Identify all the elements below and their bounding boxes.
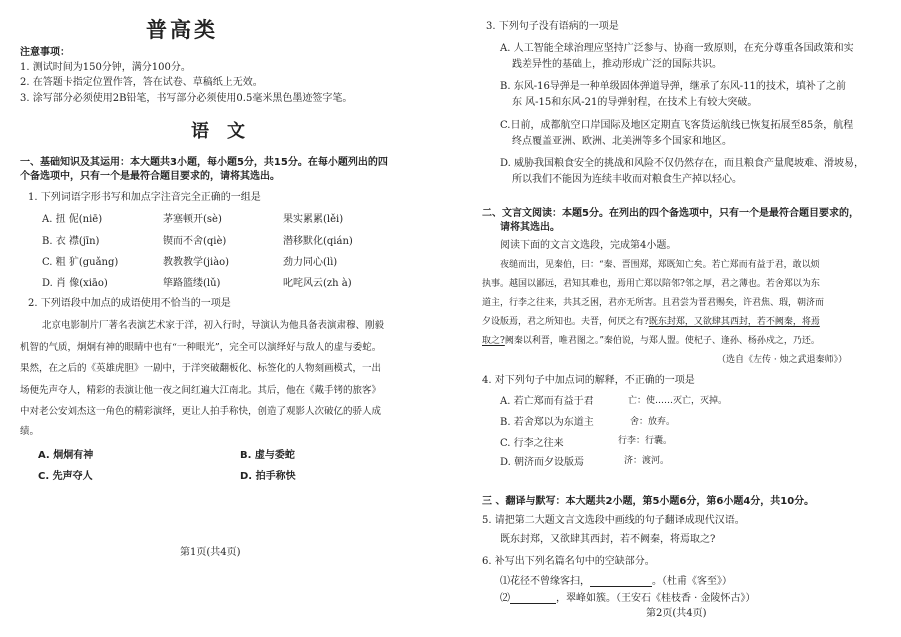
q6-item2-num: ⑵: [500, 593, 510, 604]
q4-stem: 4. 对下列句子中加点词的解释，不正确的一项是: [482, 375, 695, 386]
q6-item1: [500, 572, 732, 587]
q1-option-a: A. 扭 伲(niē): [42, 214, 103, 225]
notice-1: 1. 测试时间为150分钟，满分100分。: [20, 62, 191, 73]
q2-option-c: C. 先声夺人: [38, 471, 93, 482]
q1-option-c-3: 劲力同心(lì): [283, 257, 338, 268]
q1-option-d-2: 筚路篮缕(lǔ): [163, 278, 221, 289]
section1-heading-line1: 一、基础知识及其运用：本大题共3小题，每小题5分，共15分。在每小题列出的四: [20, 157, 388, 168]
q1-option-c-2: 教教教学(jiào): [163, 257, 230, 268]
q3-option-b: B. 东风-16导弹是一种单级固体弹道导弹，继承了东风-11的技术，填补了之前: [500, 81, 846, 92]
q3-option-c-cont: 终点覆盖亚洲、欧洲、北美洲等多个国家和地区。: [512, 136, 732, 147]
q4-option-b-gloss: 舍：放弃。: [630, 417, 676, 427]
q1-option-a-2: 茅塞顿开(sè): [163, 214, 222, 225]
q6-blank-2[interactable]: [510, 593, 556, 604]
q2-passage-line2: 机智的气质，炯炯有神的眼睛中也有“一种眼光”，完全可以演绎好与敌人的虚与委蛇。: [20, 342, 382, 353]
q2-passage-line4: 场便先声夺人，精彩的表演让他一夜之间红遍大江南北。其后，他在《戴手铐的旅客》: [20, 385, 382, 396]
q6-item1-source: 。（杜甫《客至》）: [652, 576, 732, 587]
q1-option-b: B. 衣 襟(jīn): [42, 236, 100, 247]
passage-line1: 夜缒而出，见秦伯，曰：“秦、晋围郑，郑既知亡矣。若亡郑而有益于君，敢以烦: [500, 260, 820, 270]
q1-stem: 1. 下列词语字形书写和加点字注音完全正确的一组是: [28, 192, 261, 203]
q3-option-b-cont: 东 风-15和东风-21的导弹射程，在技术上有较大突破。: [512, 97, 758, 108]
q6-blank-1[interactable]: [590, 576, 652, 587]
q2-passage-line6: 绩。: [20, 426, 40, 437]
section2-heading-line1: 二、文言文阅读：本题5分。在列出的四个备选项中，只有一个是最符合题目要求的，: [482, 208, 859, 219]
section2-heading-line2: 请将其选出。: [500, 222, 560, 233]
passage-line3: 道主，行李之往来，共其乏困，君亦无所害。且君尝为晋君赐矣，许君焦、瑕，朝济而: [482, 298, 825, 308]
passage-line2: 执事。越国以鄙远，君知其难也，焉用亡郑以陪邻?邻之厚，君之薄也。若舍郑以为东: [482, 279, 820, 289]
q5-stem: 5. 请把第二大题文言文选段中画线的句子翻译成现代汉语。: [482, 515, 745, 526]
q3-option-d: D. 威胁我国粮食安全的挑战和风险不仅仍然存在，而且粮食产量爬坡难、滑坡易，: [500, 158, 865, 169]
q1-option-c: C. 粗 犷(guǎng): [42, 257, 119, 268]
q2-passage-line1: 北京电影制片厂著名表演艺术家于洋，初入行时，导演认为他具备表演肃穆、刚毅: [42, 320, 385, 331]
q2-passage-line3: 果然，在之后的《英雄虎胆》一剧中，于洋突破翻板化、标签化的人物刻画模式，一出: [20, 363, 382, 374]
q6-item1-text: ⑴花径不曾缘客扫，: [500, 576, 590, 587]
q4-option-a-gloss: 亡：使……灭亡，灭掉。: [628, 396, 728, 406]
q3-option-a: A. 人工智能全球治理应坚持广泛参与、协商一致原则，在充分尊重各国政策和实: [500, 43, 854, 54]
notice-heading: 注意事项：: [20, 47, 70, 58]
q3-option-c: C.日前，成都航空口岸国际及地区定期直飞客货运航线已恢复拓展至85条，航程: [500, 120, 854, 131]
q1-option-d-3: 叱咤风云(zh à): [283, 278, 352, 289]
q1-option-d: D. 肖 像(xiāo): [42, 278, 108, 289]
exam-title: 普高类: [146, 17, 218, 42]
q5-sentence: 既东封郑，又欲肆其西封，若不阙秦，将焉取之?: [500, 534, 716, 545]
notice-2: 2. 在答题卡指定位置作答，答在试卷、草稿纸上无效。: [20, 77, 263, 88]
page-footer-2: 第2页(共4页): [646, 608, 707, 619]
q6-stem: 6. 补写出下列名篇名句中的空缺部分。: [482, 556, 655, 567]
passage-line4-plain: 夕设版焉，君之所知也。夫晋，何厌之有?: [482, 317, 649, 327]
q2-option-a: A. 炯炯有神: [38, 450, 94, 461]
q1-option-b-2: 锲而不舍(qiè): [163, 236, 227, 247]
q3-stem: 3. 下列句子没有语病的一项是: [486, 21, 619, 32]
q3-option-d-cont: 所以我们不能因为连续丰收而对粮食生产掉以轻心。: [512, 174, 742, 185]
section3-heading: 三 、翻译与默写：本大题共2小题，第5小题6分，第6小题4分，共10分。: [482, 496, 815, 507]
subject-title: 语文: [191, 121, 263, 142]
q4-option-c: C. 行李之往来: [500, 438, 564, 449]
passage-underlined-a: 既东封郑，又欲肆其西封，若不阙秦，将焉: [648, 317, 820, 327]
q6-item2: [500, 589, 756, 604]
notice-3: 3. 涂写部分必须使用2B铅笔，书写部分必须使用0.5毫米黑色墨迹签字笔。: [20, 93, 353, 104]
q4-option-d-gloss: 济：渡河。: [624, 456, 670, 466]
section1-heading-line2: 个备选项中，只有一个是最符合题目要求的，请将其选出。: [20, 171, 280, 182]
passage-line5: [482, 333, 820, 346]
q4-option-a: A. 若亡郑而有益于君: [500, 396, 594, 407]
q2-option-d: D. 拍手称快: [240, 471, 296, 482]
q2-passage-line5: 中对老公安刘杰这一角色的精彩演绎，更让人拍手称快，创造了观影人次破亿的骄人成: [20, 406, 382, 417]
q4-option-d: D. 朝济而夕设版焉: [500, 457, 585, 468]
q1-option-b-3: 潜移默化(qián): [283, 236, 353, 247]
reading-intro: 阅读下面的文言文选段，完成第4小题。: [500, 240, 677, 251]
passage-line5-plain: 阙秦以利晋，唯君图之。”秦伯说，与郑人盟。使杞子、逢孙、杨孙戍之，乃还。: [504, 336, 820, 346]
q2-option-b: B. 虚与委蛇: [240, 450, 295, 461]
passage-underlined-b: 取之?: [482, 336, 505, 346]
passage-source: （选自《左传 · 烛之武退秦师》）: [717, 355, 848, 365]
q4-option-b: B. 若舍郑以为东道主: [500, 417, 594, 428]
q6-item2-source: ，翠峰如簇。（王安石《桂枝香 · 金陵怀古》）: [556, 593, 756, 604]
q2-stem: 2. 下列语段中加点的成语使用不恰当的一项是: [28, 298, 231, 309]
q4-option-c-gloss: 行李：行囊。: [618, 436, 673, 446]
passage-line4: [482, 314, 820, 327]
page-footer-1: 第1页(共4页): [180, 547, 241, 558]
q3-option-a-cont: 践差异性的基础上，推动形成广泛的国际共识。: [512, 59, 722, 70]
q1-option-a-3: 果实累累(lěi): [283, 214, 344, 225]
